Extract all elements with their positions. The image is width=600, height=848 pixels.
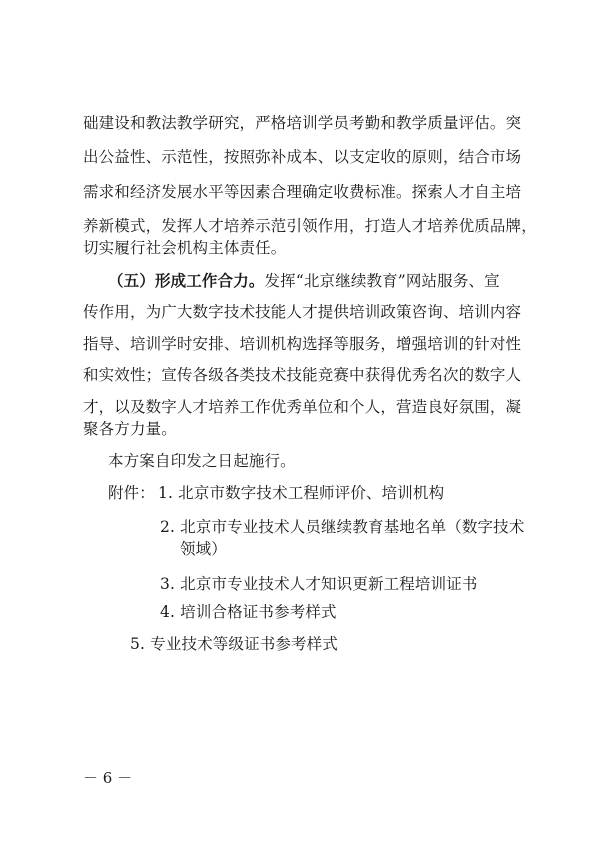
para2-line6: 聚各方力量。 bbox=[83, 420, 177, 438]
attachment-item-1: 1. 北京市数字技术工程师评价、培训机构 bbox=[158, 484, 445, 502]
para2-line4: 和实效性；宣传各级各类技术技能竞赛中获得优秀名次的数字人 bbox=[83, 366, 522, 384]
effective-date-line: 本方案自印发之日起施行。 bbox=[108, 452, 296, 470]
attachment-item-4: 4. 培训合格证书参考样式 bbox=[160, 603, 337, 621]
para2-line1-text: 发挥“北京继续教育”网站服务、宣 bbox=[264, 272, 500, 290]
para1-line2: 出公益性、示范性，按照弥补成本、以支定收的原则，结合市场 bbox=[83, 148, 522, 166]
para1-line5: 切实履行社会机构主体责任。 bbox=[83, 239, 287, 257]
attachment-item-3: 3. 北京市专业技术人才知识更新工程培训证书 bbox=[160, 575, 478, 593]
para1-line3: 需求和经济发展水平等因素合理确定收费标准。探索人才自主培 bbox=[83, 183, 522, 201]
attachment-item-2-cont: 领域） bbox=[180, 540, 227, 558]
para2-line3: 指导、培训学时安排、培训机构选择等服务，增强培训的针对性 bbox=[83, 335, 522, 353]
section-heading: （五）形成工作合力。 bbox=[108, 272, 265, 290]
attachment-item-5: 5. 专业技术等级证书参考样式 bbox=[130, 635, 338, 653]
para1-line4: 养新模式，发挥人才培养示范引领作用，打造人才培养优质品牌， bbox=[83, 217, 537, 235]
attachment-item-2: 2. 北京市专业技术人员继续教育基地名单（数字技术 bbox=[160, 518, 525, 536]
attachments-label: 附件： bbox=[108, 484, 155, 502]
para2-line5: 才，以及数字人才培养工作优秀单位和个人，营造良好氛围，凝 bbox=[83, 398, 522, 416]
page-number: － 6 － bbox=[83, 769, 133, 787]
para1-line1: 础建设和教法教学研究，严格培训学员考勤和教学质量评估。突 bbox=[83, 114, 522, 132]
para2-line1 bbox=[108, 271, 500, 291]
para2-line2: 传作用，为广大数字技术技能人才提供培训政策咨询、培训内容 bbox=[83, 303, 522, 321]
